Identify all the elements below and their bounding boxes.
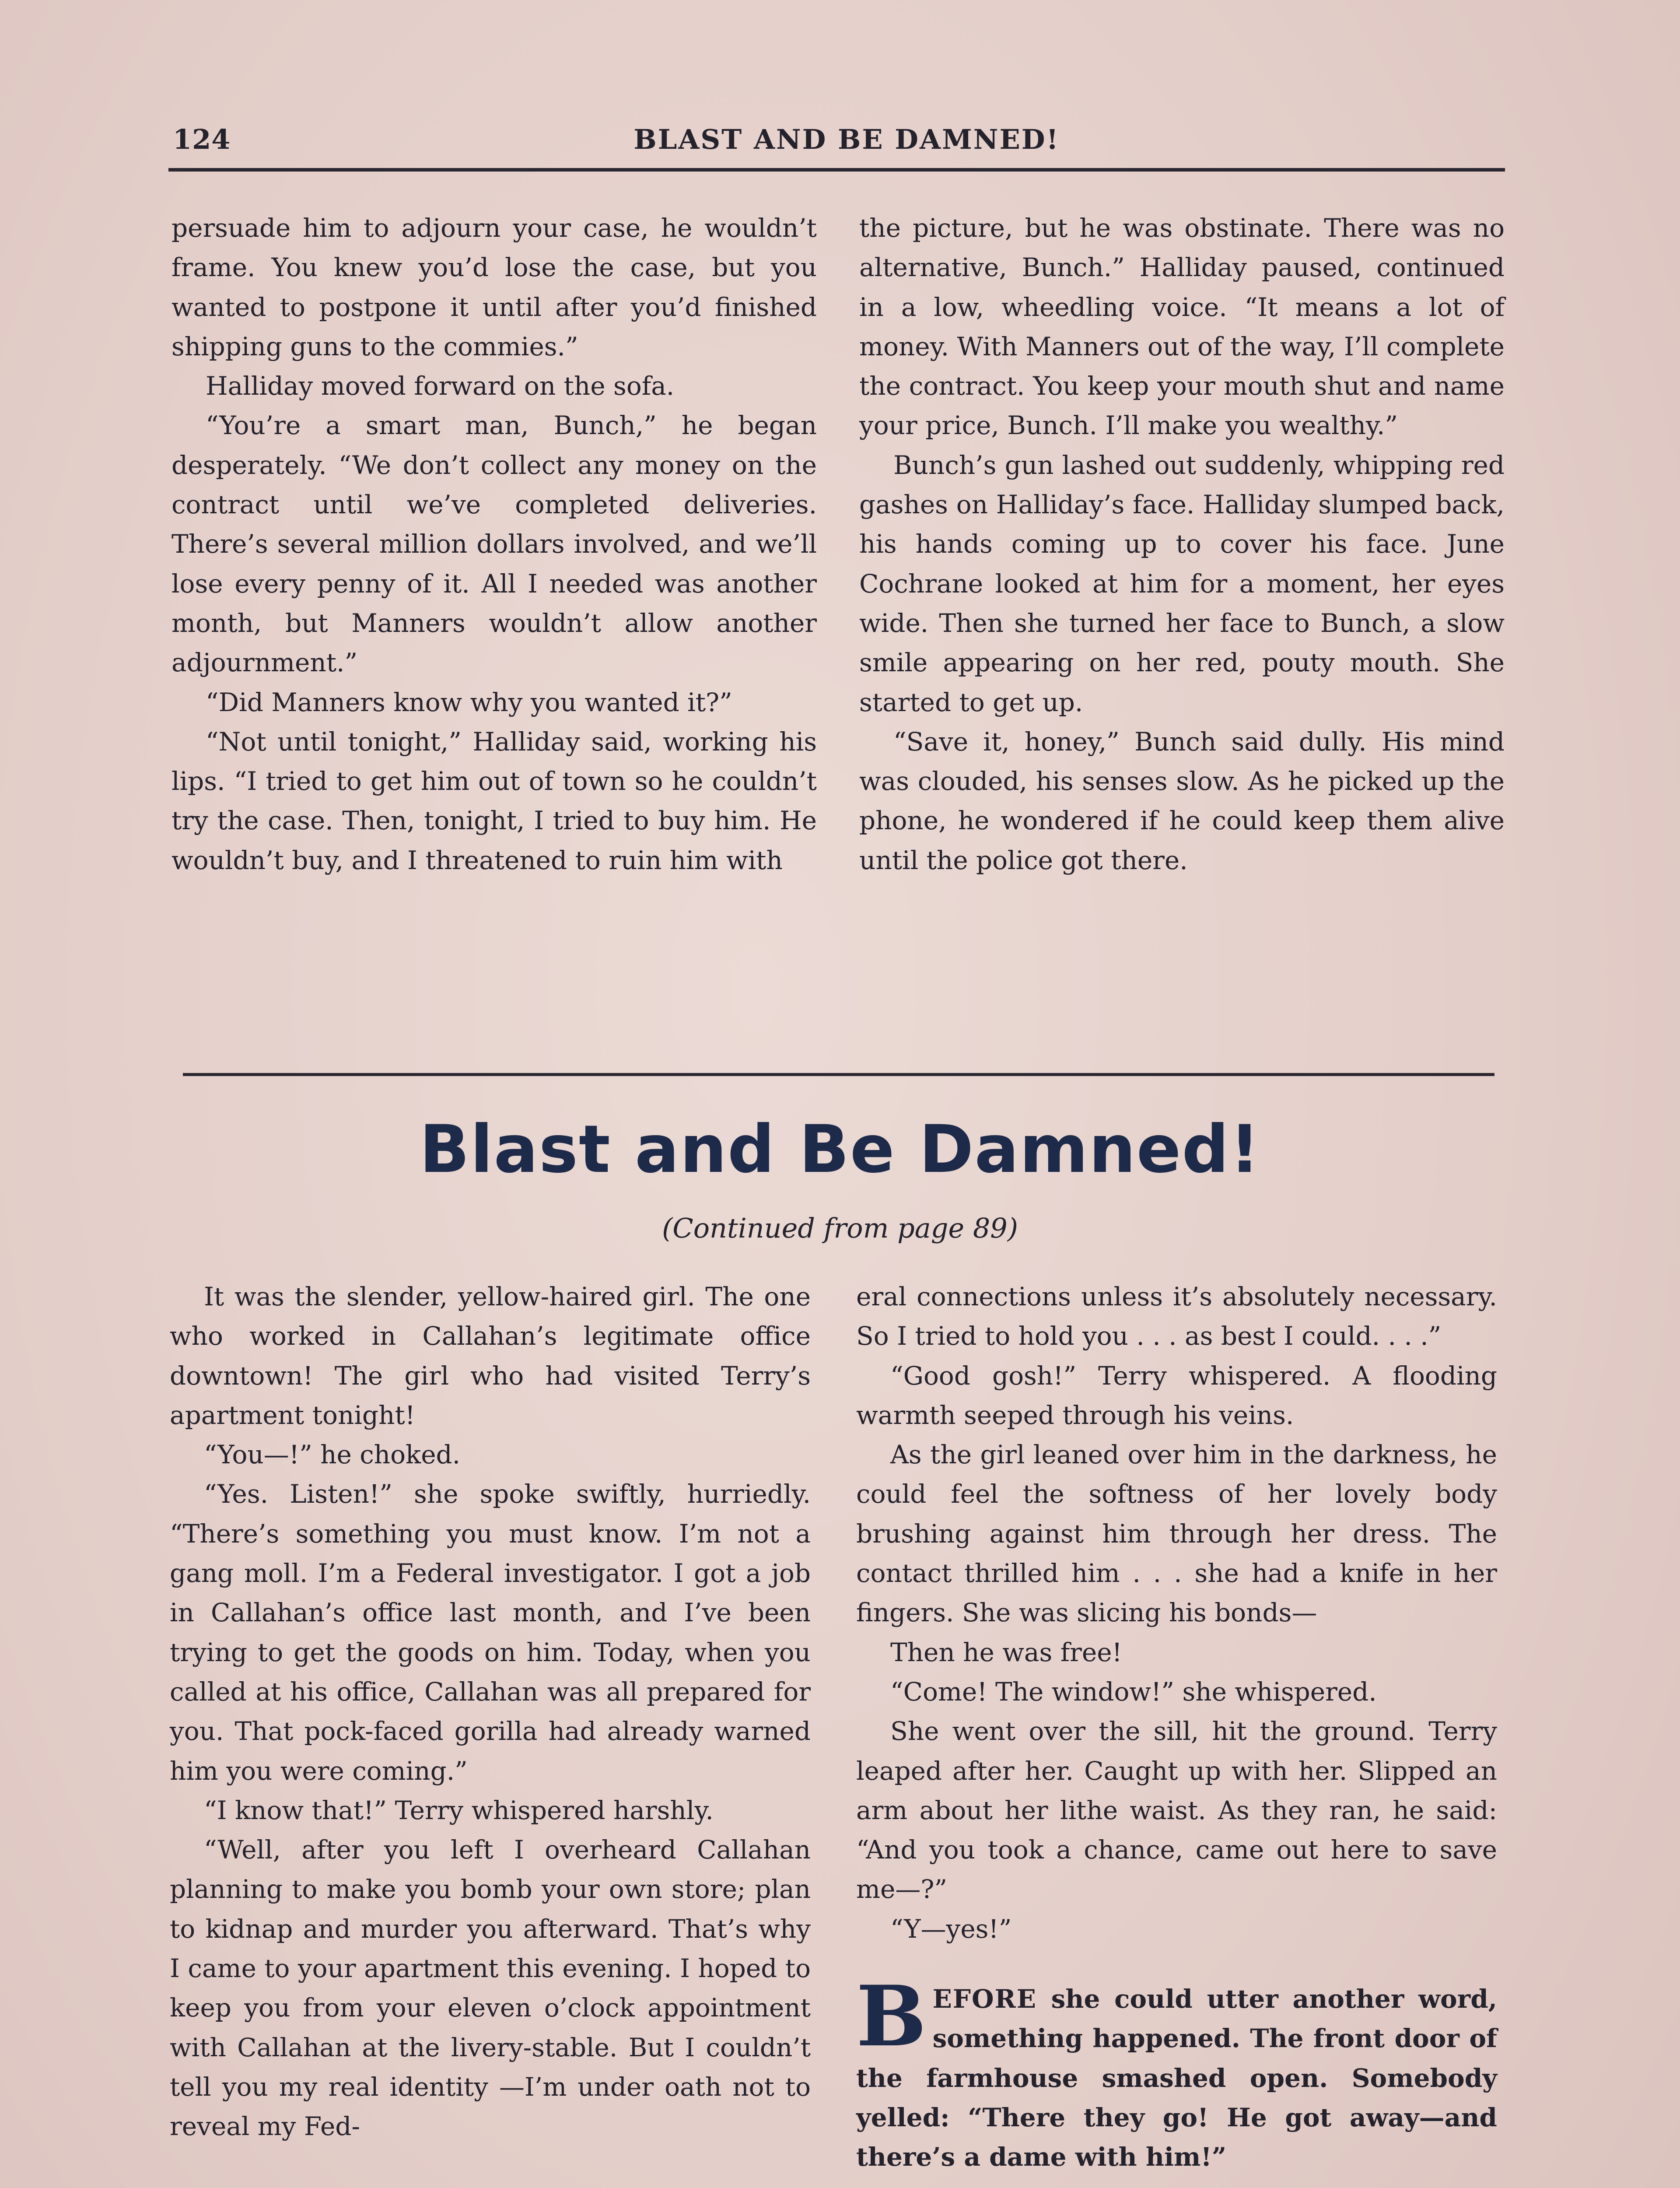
paragraph: “You’re a smart man, Bunch,” he began desperately. “We don’t collect any money on the contract until we’ve completed deliveries. There’s several million dollars involved, and we’ll lose every penny of it. All I needed was another month, but Manners wouldn’t allow another adjournment.” — [172, 410, 817, 678]
paragraph: “You—!” he choked. — [204, 1440, 461, 1470]
paragraph: the picture, but he was obstinate. There was no alternative, Bunch.” Halliday paused, continued in a low, wheedling voice. “It means a lot of money. With Manners out of the way, I’ll complete the contract. You keep your mouth shut and name your price, Bunch. I’ll make you wealthy.” — [859, 213, 1505, 441]
paragraph: persuade him to adjourn your case, he wouldn’t frame. You knew you’d lose the case, but you wanted to postpone it until after you’d finished shipping guns to the commies.” — [172, 213, 817, 361]
running-title: BLAST AND BE DAMNED! — [634, 123, 1060, 155]
continued-note: (Continued from page 89) — [662, 1212, 1018, 1244]
paragraph: Halliday moved forward on the sofa. — [206, 371, 675, 401]
paragraph: “Y—yes!” — [890, 1914, 1012, 1944]
paragraph: As the girl leaned over him in the darkness, he could feel the softness of her lovely body brushing against him through her dress. The contact thrilled him . . . she had a knife in her fingers. She was slicing his bonds— — [856, 1440, 1497, 1628]
paragraph: eral connections unless it’s absolutely necessary. So I tried to hold you . . . as best I could. . . .” — [856, 1282, 1497, 1351]
section-divider — [183, 1073, 1494, 1076]
final-paragraph-text: she could utter another word, something happened. The front door of the farmhouse smashed open. Somebody yelled: “There they go! He got away—and there’s a dame with him!” — [856, 1984, 1497, 2172]
paragraph: “Save it, honey,” Bunch said dully. His mind was clouded, his senses slow. As he picked up the phone, he wondered if he could keep them alive until the police got there. — [859, 726, 1505, 875]
paragraph: She went over the sill, hit the ground. Terry leaped after her. Caught up with her. Slipped an arm about her lithe waist. As they ran, he said: “And you took a chance, came out here to save me—?” — [856, 1716, 1497, 1904]
paragraph: “Come! The window!” she whispered. — [890, 1676, 1377, 1707]
story-right-column — [856, 1277, 1497, 2177]
top-right-column — [859, 208, 1505, 880]
paragraph: “Did Manners know why you wanted it?” — [206, 687, 732, 717]
paragraph: Then he was free! — [890, 1637, 1122, 1667]
final-paragraph — [856, 1967, 1497, 2177]
story-left-column — [170, 1277, 811, 2146]
lead-in: EFORE — [932, 1984, 1037, 2014]
paragraph: “Well, after you left I overheard Callahan planning to make you bomb your own store; plan to kidnap and murder you afterward. That’s why I came to your apartment this evening. I hoped to keep you from your eleven o’clock appointment with Callahan at the livery-stable. But I couldn’t tell you my real identity —I’m under oath not to reveal my Fed- — [170, 1835, 811, 2142]
paragraph: “Not until tonight,” Halliday said, working his lips. “I tried to get him out of town so he couldn’t try the case. Then, tonight, I tried to buy him. He wouldn’t buy, and I threatened to ruin him with — [172, 726, 817, 875]
paragraph: Bunch’s gun lashed out suddenly, whipping red gashes on Halliday’s face. Halliday slumped back, his hands coming up to cover his face. June Cochrane looked at him for a moment, her eyes wide. Then she turned her face to Bunch, a slow smile appearing on her red, pouty mouth. She started to get up. — [859, 450, 1505, 717]
paragraph: It was the slender, yellow-haired girl. The one who worked in Callahan’s legitimate office downtown! The girl who had visited Terry’s apartment tonight! — [170, 1282, 811, 1430]
page-number: 124 — [173, 123, 231, 155]
drop-cap: B — [856, 1967, 927, 2065]
header-rule — [168, 168, 1505, 172]
paragraph: “I know that!” Terry whispered harshly. — [204, 1795, 714, 1825]
top-left-column — [172, 208, 817, 880]
paragraph: “Good gosh!” Terry whispered. A flooding warmth seeped through his veins. — [856, 1360, 1497, 1430]
paragraph: “Yes. Listen!” she spoke swiftly, hurriedly. “There’s something you must know. I’m not a gang moll. I’m a Federal investigator. I got a job in Callahan’s office last month, and I’ve been trying to get the goods on him. Today, when you called at his office, Callahan was all prepared for you. That pock-faced gorilla had already warned him you were coming.” — [170, 1479, 811, 1786]
story-title: Blast and Be Damned! — [419, 1112, 1261, 1188]
